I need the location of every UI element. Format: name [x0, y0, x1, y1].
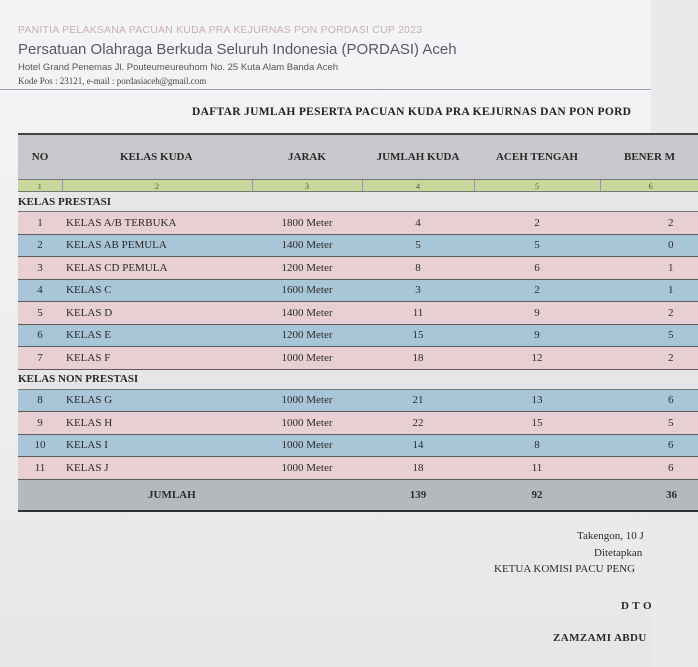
cell-jarak: 1800 Meter: [252, 212, 362, 235]
section-header-prestasi: [18, 192, 698, 212]
cell-bener-meriah: 1: [600, 279, 698, 302]
header-jumlah-kuda: JUMLAH KUDA: [362, 134, 474, 180]
letterhead: [18, 24, 648, 86]
cell-kelas: KELAS C: [62, 279, 252, 302]
total-jarak: [252, 479, 362, 511]
cell-no: 7: [18, 347, 62, 370]
cell-jarak: 1200 Meter: [252, 257, 362, 280]
table-row: [18, 234, 698, 257]
cell-aceh-tengah: 6: [474, 257, 600, 280]
cell-no: 5: [18, 302, 62, 325]
table-row: [18, 212, 698, 235]
cell-jumlah: 18: [362, 457, 474, 480]
letterhead-divider: [0, 89, 651, 90]
cell-aceh-tengah: 12: [474, 347, 600, 370]
cell-kelas: KELAS A/B TERBUKA: [62, 212, 252, 235]
header-bener-meriah: BENER M: [600, 134, 698, 180]
cell-kelas: KELAS J: [62, 457, 252, 480]
cell-jumlah: 8: [362, 257, 474, 280]
cell-aceh-tengah: 2: [474, 279, 600, 302]
signature-position: KETUA KOMISI PACU PENG: [494, 563, 636, 575]
cell-no: 6: [18, 324, 62, 347]
cell-kelas: KELAS AB PEMULA: [62, 234, 252, 257]
total-row: [18, 479, 698, 511]
cell-bener-meriah: 2: [600, 212, 698, 235]
cell-kelas: KELAS F: [62, 347, 252, 370]
cell-no: 9: [18, 412, 62, 435]
cell-bener-meriah: 6: [600, 457, 698, 480]
cell-jumlah: 18: [362, 347, 474, 370]
cell-aceh-tengah: 11: [474, 457, 600, 480]
section-title: KELAS PRESTASI: [18, 192, 698, 212]
column-number: 3: [252, 180, 362, 192]
total-bener-meriah: 36: [600, 479, 698, 511]
committee-name: PANITIA PELAKSANA PACUAN KUDA PRA KEJURNAS PON PORDASI CUP 2023: [18, 24, 423, 36]
cell-kelas: KELAS CD PEMULA: [62, 257, 252, 280]
cell-aceh-tengah: 15: [474, 412, 600, 435]
participants-table: [18, 133, 698, 512]
cell-no: 1: [18, 212, 62, 235]
header-no: NO: [18, 134, 62, 180]
signature-dto: D T O: [621, 600, 652, 612]
cell-jumlah: 21: [362, 389, 474, 412]
column-number: 5: [474, 180, 600, 192]
cell-kelas: KELAS G: [62, 389, 252, 412]
document-title: DAFTAR JUMLAH PESERTA PACUAN KUDA PRA KEJURNAS DAN PON PORD: [192, 106, 632, 118]
cell-aceh-tengah: 5: [474, 234, 600, 257]
cell-bener-meriah: 6: [600, 389, 698, 412]
cell-jumlah: 15: [362, 324, 474, 347]
cell-aceh-tengah: 9: [474, 302, 600, 325]
signature-name: ZAMZAMI ABDU: [553, 632, 647, 644]
total-label: JUMLAH: [62, 479, 252, 511]
cell-no: 4: [18, 279, 62, 302]
table-row: [18, 434, 698, 457]
table-row: [18, 457, 698, 480]
cell-jumlah: 11: [362, 302, 474, 325]
cell-jarak: 1000 Meter: [252, 412, 362, 435]
header-kelas-kuda: KELAS KUDA: [62, 134, 252, 180]
cell-bener-meriah: 1: [600, 257, 698, 280]
cell-no: 11: [18, 457, 62, 480]
cell-jumlah: 5: [362, 234, 474, 257]
cell-jumlah: 3: [362, 279, 474, 302]
cell-jarak: 1600 Meter: [252, 279, 362, 302]
table-row: [18, 324, 698, 347]
total-no: [18, 479, 62, 511]
cell-aceh-tengah: 13: [474, 389, 600, 412]
cell-jumlah: 4: [362, 212, 474, 235]
cell-no: 8: [18, 389, 62, 412]
cell-aceh-tengah: 2: [474, 212, 600, 235]
cell-kelas: KELAS E: [62, 324, 252, 347]
column-number: 6: [600, 180, 698, 192]
table-row: [18, 412, 698, 435]
cell-bener-meriah: 5: [600, 412, 698, 435]
organization-contact: Kode Pos : 23121, e-mail : pordasiaceh@gmail.com: [18, 76, 207, 86]
cell-jarak: 1000 Meter: [252, 434, 362, 457]
header-aceh-tengah: ACEH TENGAH: [474, 134, 600, 180]
table-row: [18, 257, 698, 280]
section-title: KELAS NON PRESTASI: [18, 369, 698, 389]
column-number: 1: [18, 180, 62, 192]
table-row: [18, 279, 698, 302]
cell-kelas: KELAS H: [62, 412, 252, 435]
cell-no: 3: [18, 257, 62, 280]
cell-aceh-tengah: 9: [474, 324, 600, 347]
table-row: [18, 302, 698, 325]
column-number: 4: [362, 180, 474, 192]
cell-kelas: KELAS D: [62, 302, 252, 325]
cell-jumlah: 14: [362, 434, 474, 457]
organization-name: Persatuan Olahraga Berkuda Seluruh Indonesia (PORDASI) Aceh: [18, 41, 457, 58]
total-jumlah: 139: [362, 479, 474, 511]
signature-ditetapkan: Ditetapkan: [594, 547, 643, 559]
column-number: 2: [62, 180, 252, 192]
cell-bener-meriah: 6: [600, 434, 698, 457]
cell-jumlah: 22: [362, 412, 474, 435]
cell-jarak: 1000 Meter: [252, 389, 362, 412]
cell-no: 2: [18, 234, 62, 257]
table-row: [18, 389, 698, 412]
table-row: [18, 347, 698, 370]
cell-kelas: KELAS I: [62, 434, 252, 457]
column-number-row: [18, 180, 698, 192]
cell-jarak: 1000 Meter: [252, 457, 362, 480]
cell-bener-meriah: 2: [600, 302, 698, 325]
cell-aceh-tengah: 8: [474, 434, 600, 457]
cell-bener-meriah: 0: [600, 234, 698, 257]
cell-jarak: 1200 Meter: [252, 324, 362, 347]
cell-bener-meriah: 2: [600, 347, 698, 370]
header-jarak: JARAK: [252, 134, 362, 180]
cell-no: 10: [18, 434, 62, 457]
total-aceh-tengah: 92: [474, 479, 600, 511]
cell-jarak: 1400 Meter: [252, 302, 362, 325]
cell-jarak: 1400 Meter: [252, 234, 362, 257]
table-header-row: [18, 134, 698, 180]
cell-jarak: 1000 Meter: [252, 347, 362, 370]
cell-bener-meriah: 5: [600, 324, 698, 347]
organization-address: Hotel Grand Penemas Jl. Pouteumeureuhom No. 25 Kuta Alam Banda Aceh: [18, 62, 339, 73]
signature-place-date: Takengon, 10 J: [577, 530, 644, 542]
section-header-non-prestasi: [18, 369, 698, 389]
